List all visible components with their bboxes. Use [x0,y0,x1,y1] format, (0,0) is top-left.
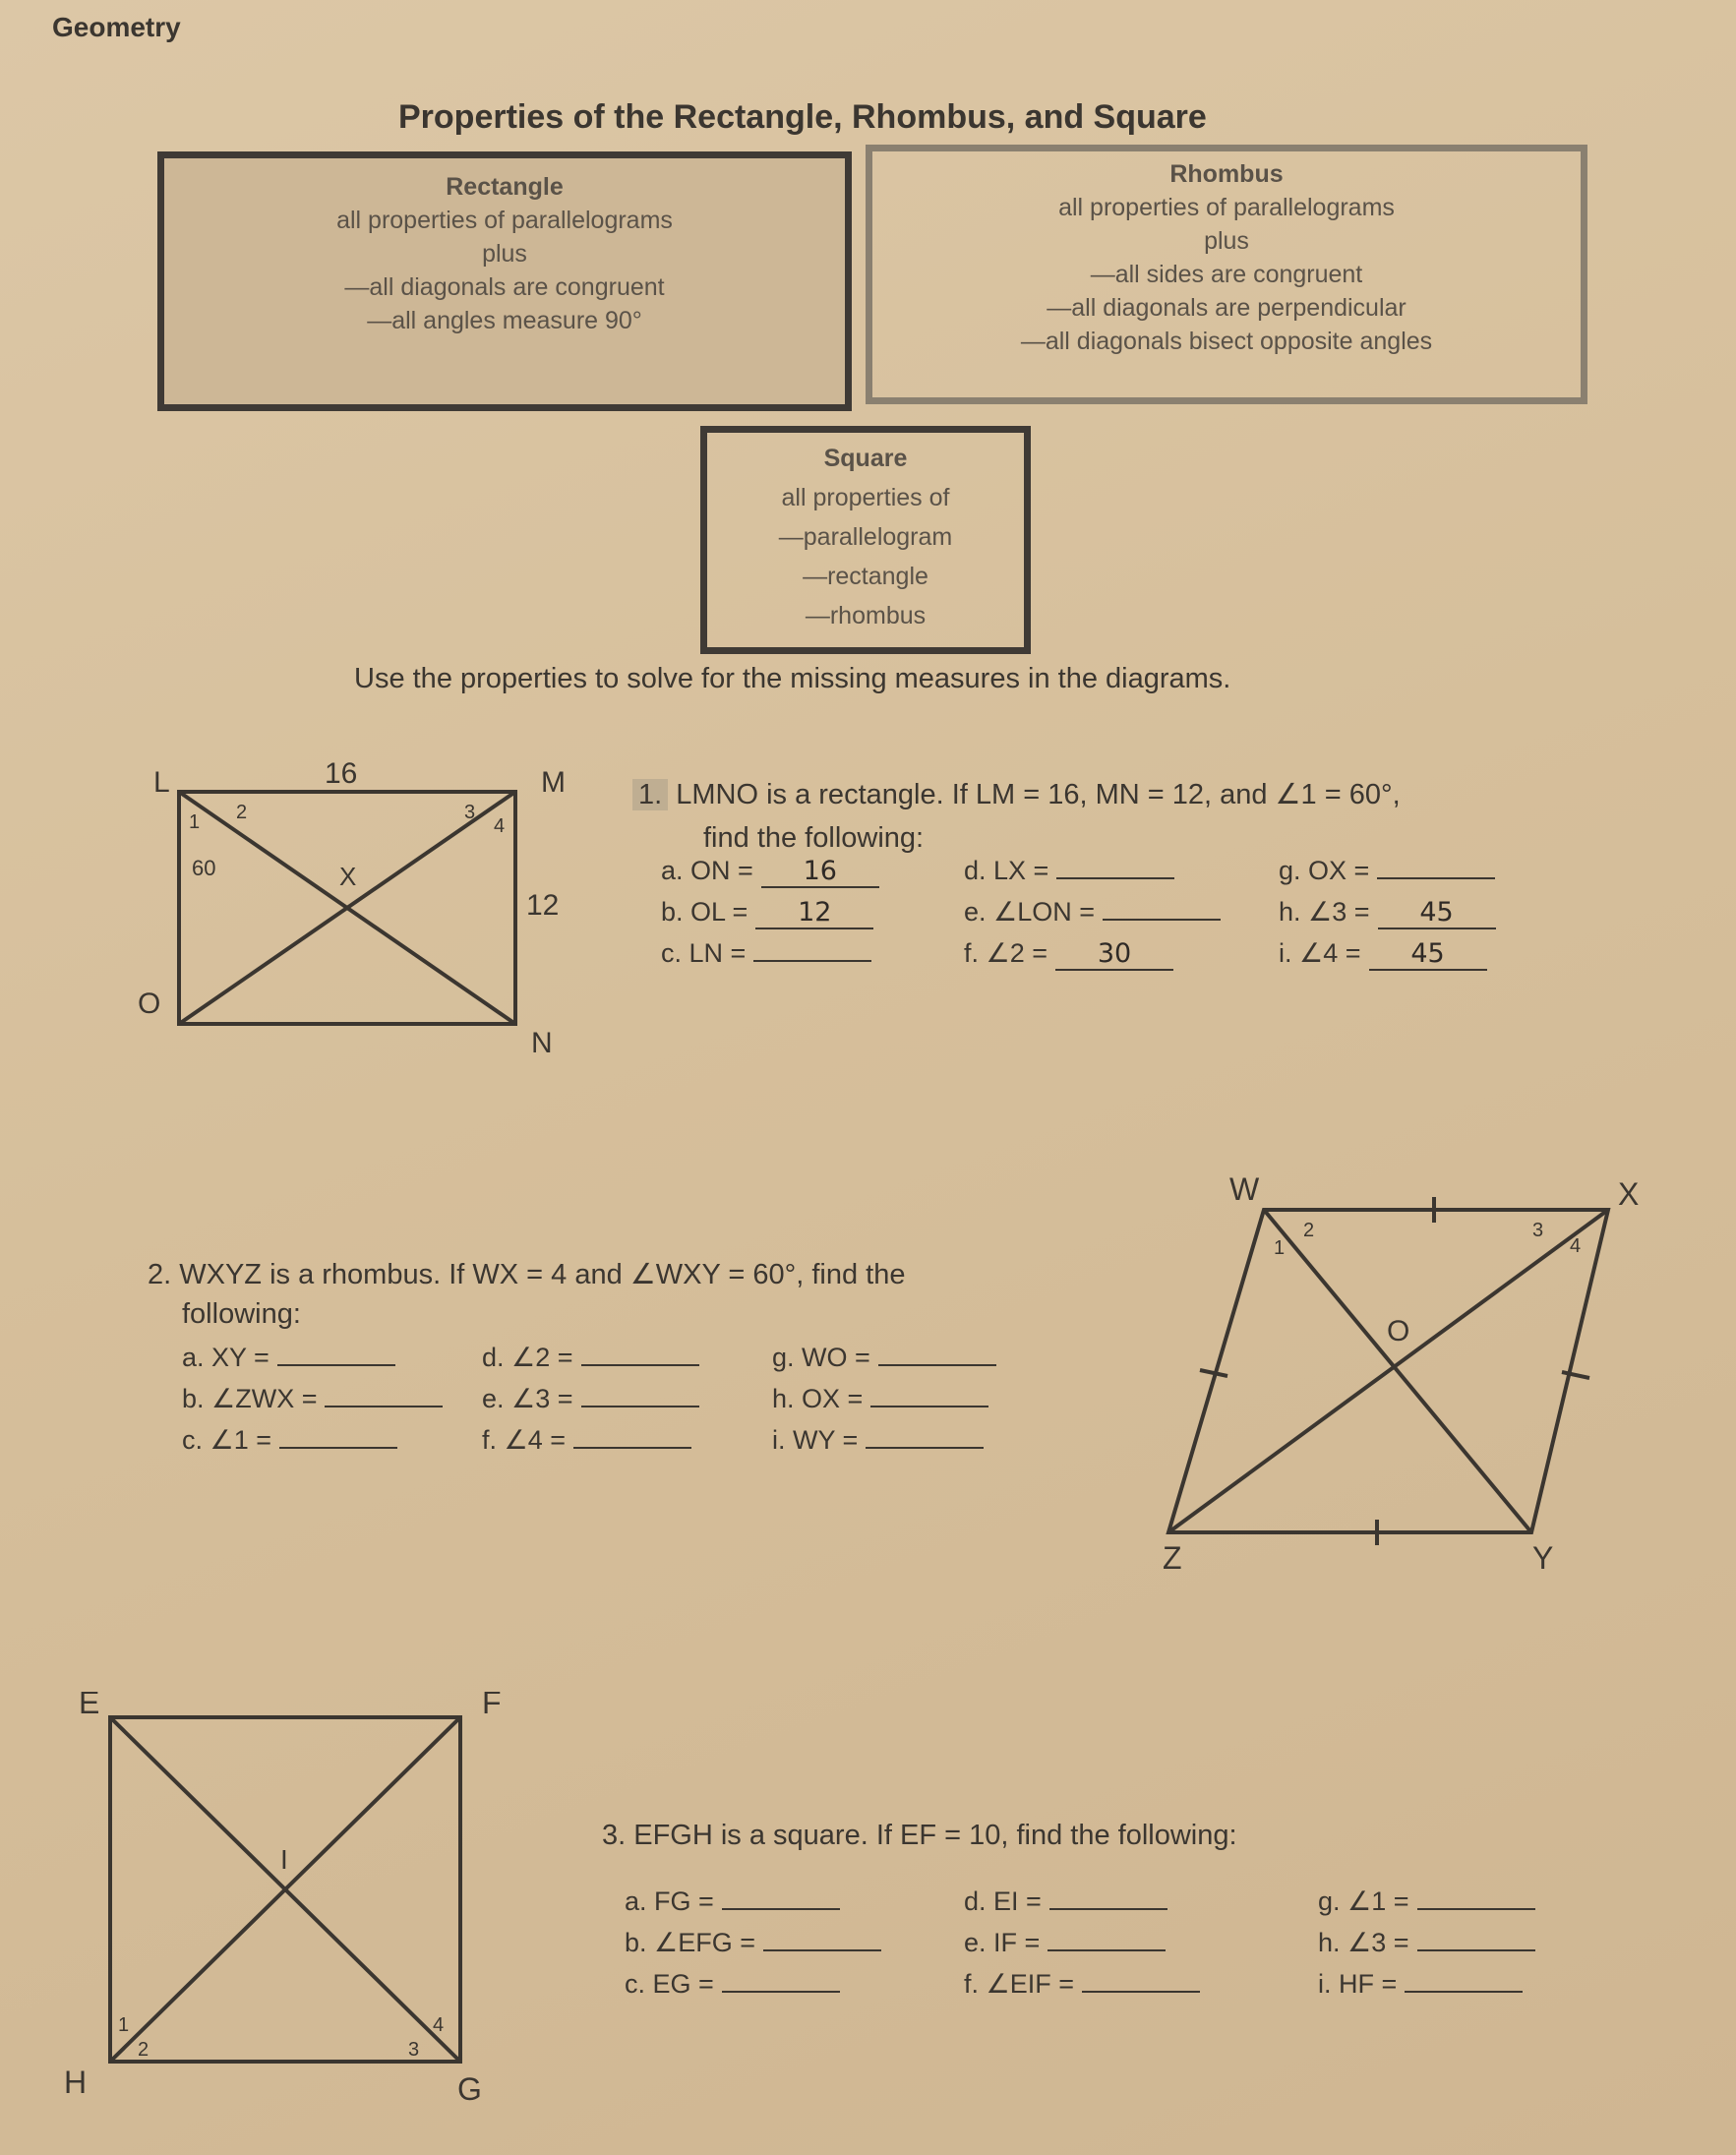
angle-label: 2 [236,802,248,823]
question-label: c. LN = [661,938,747,968]
angle-label: 2 [138,2039,150,2061]
box-line: —rhombus [805,602,927,629]
vertex-label: Y [1532,1540,1554,1576]
problem-2-statement [148,1257,905,1291]
answer-blank[interactable] [878,1364,996,1366]
question-item [482,1343,699,1373]
question-item [625,1969,840,2000]
rhombus-properties-box [866,145,1587,404]
answer-blank[interactable]: 45 [1369,938,1487,971]
answer-blank[interactable] [1082,1991,1200,1993]
answer-blank[interactable] [325,1406,443,1407]
square-properties-box [700,426,1031,654]
box-title: Rectangle [446,173,564,201]
answer-blank[interactable] [581,1364,699,1366]
question-label: b. ∠EFG = [625,1928,755,1957]
problem-number: 1. [632,779,668,810]
box-line: —all diagonals bisect opposite angles [1020,328,1433,355]
question-item [1279,897,1496,929]
question-label: f. ∠4 = [482,1425,566,1455]
question-label: c. ∠1 = [182,1425,271,1455]
box-line: all properties of parallelograms [336,207,673,234]
question-label: b. OL = [661,897,748,927]
question-label: d. EI = [964,1886,1042,1916]
question-item [661,856,879,888]
answer-blank[interactable] [866,1447,984,1449]
rhombus-diagram [1141,1175,1731,1579]
subject-label: Geometry [52,12,181,42]
vertex-label: H [64,2065,88,2100]
box-title: Square [823,445,908,472]
problem-number: 3. [602,1820,627,1851]
question-item [772,1425,984,1456]
vertex-label: O [138,988,161,1020]
angle-label: 1 [118,2014,130,2036]
question-label: b. ∠ZWX = [182,1384,318,1413]
question-item [661,938,871,969]
answer-blank[interactable] [1377,877,1495,879]
angle-label: 3 [464,802,476,823]
answer-blank[interactable] [1417,1908,1535,1910]
question-label: d. LX = [964,856,1049,885]
question-label: a. XY = [182,1343,269,1372]
vertex-label: L [153,766,170,799]
question-item [1279,856,1495,886]
answer-blank[interactable]: 12 [755,897,873,929]
question-item [625,1928,881,1958]
question-item [482,1384,699,1414]
vertex-label: F [482,1692,502,1720]
box-line: plus [1204,227,1249,255]
question-item [1279,938,1487,971]
answer-blank[interactable] [722,1991,840,1993]
center-label: I [280,1844,288,1875]
answer-blank[interactable] [581,1406,699,1407]
question-label: f. ∠EIF = [964,1969,1074,1999]
question-label: i. HF = [1318,1969,1398,1999]
angle-label: 4 [1570,1235,1582,1257]
angle-label: 3 [1532,1220,1544,1241]
question-item [964,897,1221,928]
rectangle-properties-box [157,151,852,411]
angle-label: 1 [189,811,201,833]
answer-blank[interactable] [1103,919,1221,921]
answer-blank[interactable] [1048,1949,1166,1951]
question-item [182,1384,443,1414]
answer-blank[interactable] [763,1949,881,1951]
answer-blank[interactable] [1417,1949,1535,1951]
question-item [182,1425,397,1456]
question-label: h. ∠3 = [1318,1928,1409,1957]
problem-text: find the following: [703,822,925,854]
box-line: all properties of parallelograms [1058,194,1395,221]
box-line: —parallelogram [778,523,953,551]
vertex-label: X [1618,1176,1640,1212]
vertex-label: Z [1163,1540,1182,1576]
answer-blank[interactable] [1049,1908,1167,1910]
question-item [964,1886,1167,1917]
question-label: i. ∠4 = [1279,938,1361,968]
handwritten-note: 60 [192,856,216,880]
answer-blank[interactable] [279,1447,397,1449]
problem-text: following: [182,1298,301,1330]
box-line: —all sides are congruent [1090,261,1363,288]
answer-blank[interactable]: 16 [761,856,879,888]
question-label: f. ∠2 = [964,938,1048,968]
page-title: Properties of the Rectangle, Rhombus, and Square [398,98,1207,136]
angle-label: 4 [494,815,506,837]
question-label: e. ∠LON = [964,897,1096,927]
box-line: —all diagonals are perpendicular [1047,294,1407,322]
handwritten-note: 12 [526,889,560,922]
question-item [1318,1928,1535,1958]
question-item [964,1928,1166,1958]
problem-3-statement [602,1820,1237,1852]
vertex-label: M [541,766,566,799]
problem-text: LMNO is a rectangle. If LM = 16, MN = 12, and ∠1 = 60°, [676,779,1401,810]
question-label: h. OX = [772,1384,864,1413]
question-label: a. ON = [661,856,753,885]
box-line: —all diagonals are congruent [344,273,665,301]
angle-label: 3 [408,2039,420,2061]
question-label: i. WY = [772,1425,859,1455]
handwritten-note: 16 [325,757,358,790]
rectangle-diagram [138,748,610,1072]
answer-blank[interactable] [870,1406,988,1407]
problem-1-statement [632,777,1401,811]
angle-label: 1 [1274,1237,1286,1259]
question-item [661,897,873,929]
vertex-label: N [531,1027,553,1059]
answer-blank[interactable]: 45 [1378,897,1496,929]
question-label: d. ∠2 = [482,1343,573,1372]
question-label: e. ∠3 = [482,1384,573,1413]
answer-blank[interactable] [1405,1991,1523,1993]
box-line: —all angles measure 90° [367,307,642,334]
question-item [1318,1886,1535,1917]
question-item [964,938,1173,971]
box-line: all properties of [781,484,950,511]
question-label: c. EG = [625,1969,714,1999]
answer-blank[interactable] [753,960,871,962]
problem-number: 2. [148,1259,172,1290]
question-label: g. ∠1 = [1318,1886,1409,1916]
question-item [625,1886,840,1917]
question-item [482,1425,691,1456]
instructions: Use the properties to solve for the missing measures in the diagrams. [354,663,1231,694]
answer-blank[interactable] [277,1364,395,1366]
vertex-label: W [1229,1175,1260,1207]
answer-blank[interactable] [573,1447,691,1449]
answer-blank[interactable] [1056,877,1174,879]
diagonal [1264,1210,1531,1532]
center-label: X [339,862,357,891]
box-title: Rhombus [1169,160,1284,188]
box-line: plus [482,240,527,268]
vertex-label: G [457,2071,482,2105]
square-diagram [59,1692,531,2105]
question-label: h. ∠3 = [1279,897,1370,927]
question-item [1318,1969,1523,2000]
vertex-label: E [79,1692,100,1720]
question-item [182,1343,395,1373]
question-label: e. IF = [964,1928,1041,1957]
answer-blank[interactable]: 30 [1055,938,1173,971]
question-item [964,1969,1200,2000]
question-label: g. OX = [1279,856,1370,885]
problem-text: WXYZ is a rhombus. If WX = 4 and ∠WXY = 60°, find the [179,1259,906,1290]
angle-label: 4 [433,2014,445,2036]
box-line: —rectangle [803,563,928,590]
question-label: g. WO = [772,1343,870,1372]
answer-blank[interactable] [722,1908,840,1910]
question-item [772,1343,996,1373]
question-item [772,1384,988,1414]
problem-text: EFGH is a square. If EF = 10, find the following: [633,1820,1237,1851]
center-label: O [1387,1315,1410,1347]
angle-label: 2 [1303,1220,1315,1241]
question-item [964,856,1174,886]
question-label: a. FG = [625,1886,714,1916]
